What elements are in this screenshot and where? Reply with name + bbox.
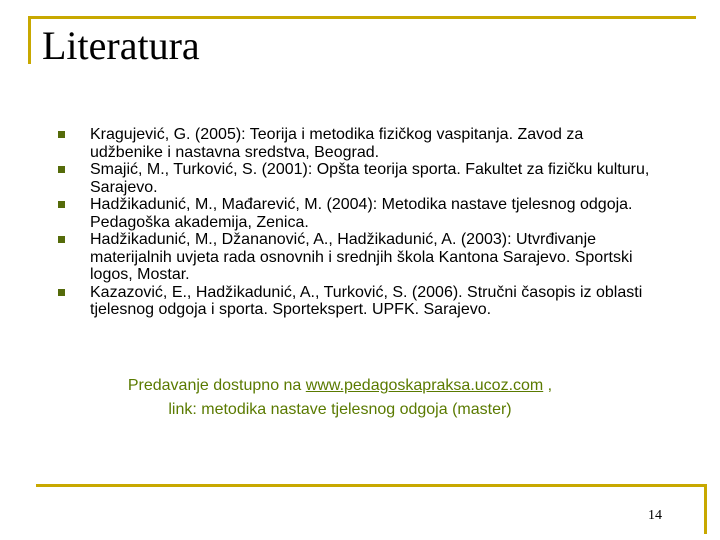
note-suffix: , (543, 377, 553, 394)
note-line-2: link: metodika nastave tjelesnog odgoja (master) (168, 401, 512, 418)
reference-text: Kragujević, G. (2005): Teorija i metodika fizičkog vaspitanja. Zavod za udžbenike i nastavna sredstva, Beograd. (90, 126, 584, 161)
frame-top-line (28, 16, 696, 19)
website-link[interactable]: www.pedagoskapraksa.ucoz.com (305, 377, 544, 394)
reference-list (58, 126, 658, 319)
reference-text: Hadžikadunić, M., Mađarević, M. (2004): Metodika nastave tjelesnog odgoja. Pedagoška akademija, Zenica. (90, 196, 633, 231)
list-item (58, 161, 658, 196)
frame-left-line (28, 16, 31, 64)
list-item (58, 284, 658, 319)
bullet-square-icon (58, 166, 65, 173)
list-item (58, 126, 658, 161)
list-item (58, 196, 658, 231)
bullet-square-icon (58, 201, 65, 208)
bullet-square-icon (58, 289, 65, 296)
bullet-square-icon (58, 236, 65, 243)
reference-text: Kazazović, E., Hadžikadunić, A., Turković, S. (2006). Stručni časopis iz oblasti tjelesnog odgoja i sporta. Sportekspert. UPFK. Sarajevo. (90, 283, 643, 318)
reference-text: Smajić, M., Turković, S. (2001): Opšta teorija sporta. Fakultet za fizičku kulturu, Sarajevo. (90, 161, 650, 196)
note-line-1 (100, 374, 580, 398)
bullet-square-icon (58, 131, 65, 138)
list-item (58, 231, 658, 284)
note-prefix: Predavanje dostupno na (127, 377, 306, 394)
page-title: Literatura (42, 23, 200, 68)
page-number: 14 (648, 508, 662, 523)
reference-text: Hadžikadunić, M., Džananović, A., Hadžikadunić, A. (2003): Utvrđivanje materijalnih uvjeta rada osnovnih i srednjih škola Kantona Sarajevo. Sportski logos, Mostar. (90, 231, 633, 283)
frame-right-line (704, 484, 707, 534)
lecture-availability-note (100, 374, 580, 422)
frame-bottom-line (36, 484, 706, 487)
